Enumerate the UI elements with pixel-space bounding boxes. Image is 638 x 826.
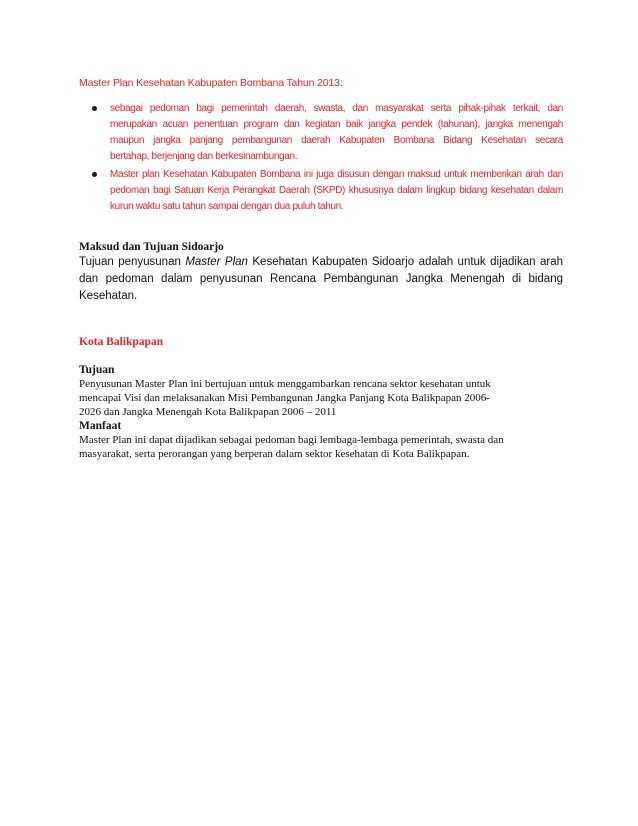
bullet-text-line: merupakan acuan penentuan program dan kegiatan baik jangka pendek (tahunan), jangka menengah <box>110 119 563 130</box>
sidoarjo-section <box>79 240 563 305</box>
manfaat-heading: Manfaat <box>79 420 122 432</box>
sidoarjo-line1-italic: Master Plan <box>185 256 248 268</box>
balikpapan-heading: Kota Balikpapan <box>79 336 164 348</box>
manfaat-line: Master Plan ini dapat dijadikan sebagai pedoman bagi lembaga-lembaga pemerintah, swasta dan <box>79 434 504 446</box>
tujuan-line: mencapai Visi dan melaksanakan Misi Pembangunan Jangka Panjang Kota Balikpapan 2006- <box>79 392 490 404</box>
sidoarjo-paragraph-line: dan pedoman dalam penyusunan Rencana Pembangunan Jangka Menengah di bidang <box>79 273 563 285</box>
bullet-item <box>88 167 563 215</box>
tujuan-heading: Tujuan <box>79 364 115 376</box>
sidoarjo-paragraph-line: Kesehatan. <box>79 290 138 302</box>
bullet-text-line: bertahap, berjenjang dan berkesinambungan. <box>110 151 298 162</box>
sidoarjo-paragraph-line <box>79 254 563 271</box>
bombana-heading: Master Plan Kesehatan Kabupaten Bombana Tahun 2013: <box>79 77 343 89</box>
bullet-text-line: Master plan Kesehatan Kabupaten Bombana ini juga disusun dengan maksud untuk memberikan arah dan <box>110 169 563 180</box>
tujuan-line: Penyusunan Master Plan ini bertujuan untuk menggambarkan rencana sektor kesehatan untuk <box>79 378 491 390</box>
sidoarjo-heading: Maksud dan Tujuan Sidoarjo <box>79 241 224 253</box>
bombana-bullet-list <box>88 101 563 217</box>
manfaat-line: masyarakat, serta perorangan yang berperan dalam sektor kesehatan di Kota Balikpapan. <box>79 448 470 460</box>
bullet-icon <box>92 172 97 177</box>
bullet-text-line: kurun waktu satu tahun sampai dengan dua puluh tahun. <box>110 201 344 212</box>
bullet-text-line: sebagai pedoman bagi pemerintah daerah, swasta, dan masyarakat serta pihak-pihak terkait, dan <box>110 103 563 114</box>
tujuan-line: 2026 dan Jangka Menengah Kota Balikpapan 2006 – 2011 <box>79 406 337 418</box>
balikpapan-section <box>79 335 563 461</box>
sidoarjo-line1-suffix: Kesehatan Kabupaten Sidoarjo adalah untuk dijadikan arah <box>247 256 563 268</box>
bullet-text-line: maupun jangka panjang pembangunan daerah Kabupaten Bombana Bidang Kesehatan secara <box>110 135 563 146</box>
bullet-text-line: pedoman bagi Satuan Kerja Perangkat Daerah (SKPD) khususnya dalam lingkup bidang kesehatan dalam <box>110 185 563 196</box>
sidoarjo-line1-prefix: Tujuan penyusunan <box>79 256 186 268</box>
bullet-item <box>88 101 563 165</box>
bullet-icon <box>92 106 97 111</box>
